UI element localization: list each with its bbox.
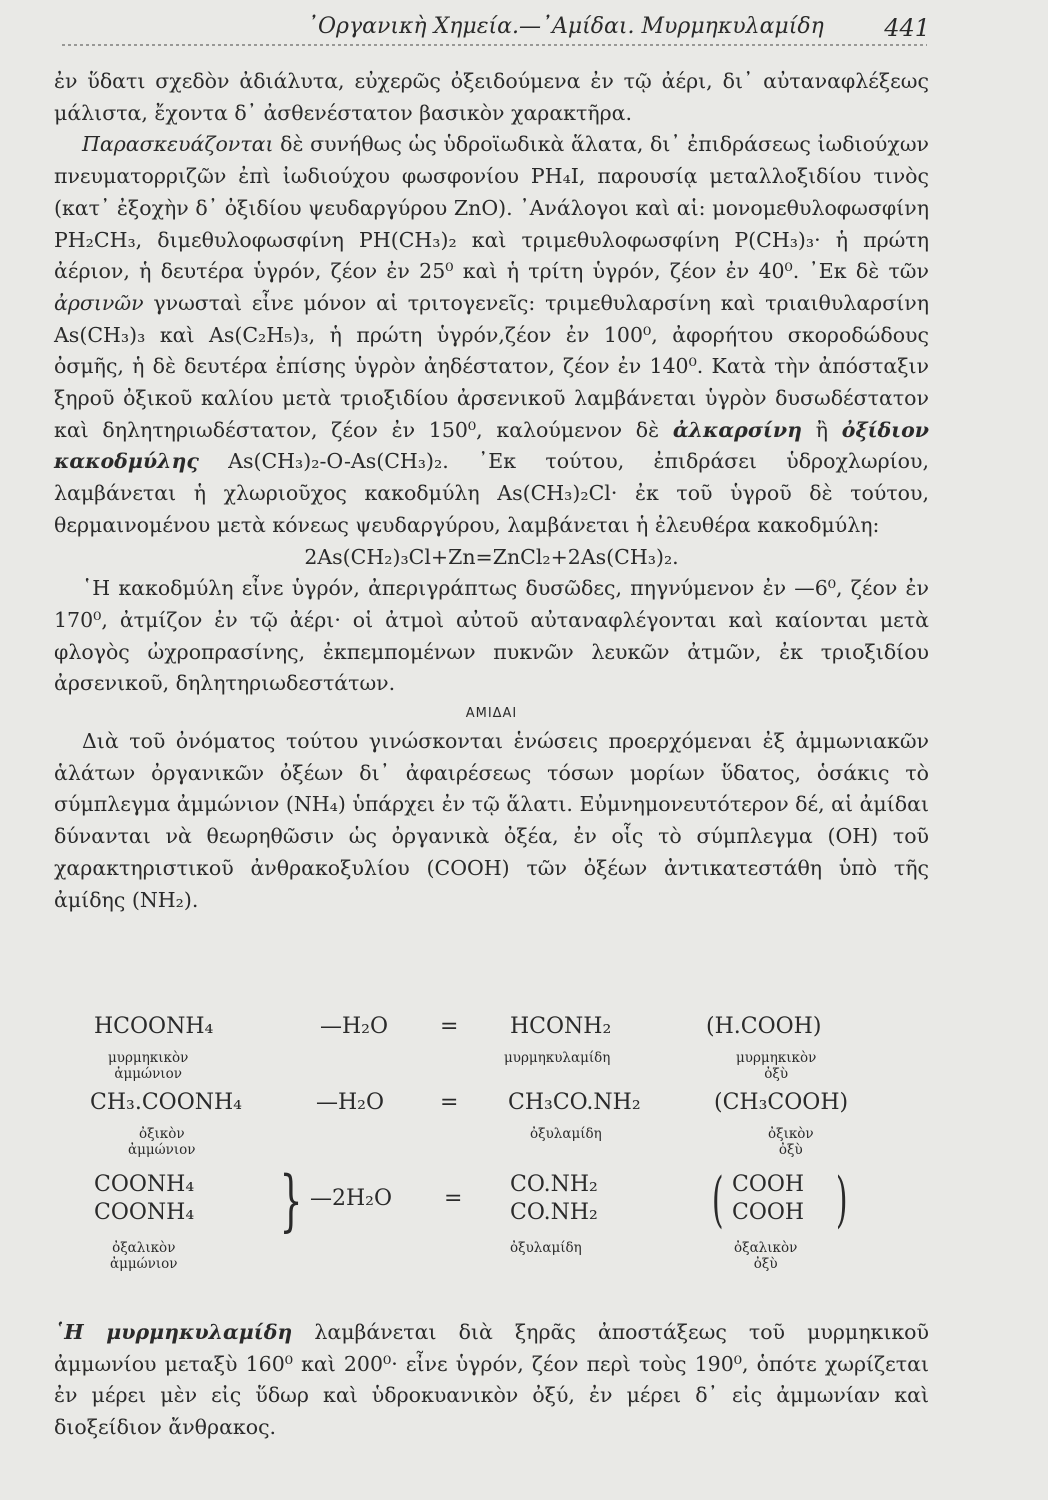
formula-r2-reactant: CH₃.COONH₄ <box>90 1090 242 1115</box>
brace-icon: } <box>279 1162 303 1239</box>
formula-r3-op: —2H₂O <box>310 1186 393 1211</box>
formula-r1-op: —H₂O <box>320 1014 389 1039</box>
formula-r1-eq: = <box>440 1014 459 1039</box>
formula-r2-eq: = <box>440 1090 459 1115</box>
paragraph-4: Διὰ τοῦ ὀνόματος τούτου γινώσκονται ἑνώσεις προερχόμεναι ἐξ ἀμμωνιακῶν ἁλάτων ὀργανικῶν ὀξέων δι᾿ ἀφαιρέσεως τόσων μορίων ὕδατος, ὁσάκις τὸ σύμπλεγμα ἀμμώνιον (NH₄) ὑπάρχει ἐν τῷ ἅλατι. Εὐμνημονευτότερον δέ, αἱ ἀμίδαι δύνανται νὰ θεωρηθῶσιν ὡς ὀργανικὰ ὀξέα, ἐν οἷς τὸ σύμπλεγμα (ΟΗ) τοῦ χαρακτηριστικοῦ ἀνθρακοξυλίου (COOH) τῶν ὀξέων ἀντικατεστάθη ὑπὸ τῆς ἀμίδης (NH₂). <box>54 729 929 912</box>
emphasis-term: ἀρσινῶν <box>54 290 144 315</box>
paragraph-2: Παρασκευάζονται δὲ συνήθως ὡς ὑδροϊωδικὰ ἅλατα, δι᾿ ἐπιδράσεως ἰωδιούχων πνευματορριζῶν ἐπὶ ἰωδιούχου φωσφονίου PH₄I, παρουσίᾳ μεταλλοξιδίου τινὸς (κατ᾿ ἐξοχὴν δ᾿ ὀξιδίου ψευδαργύρου ZnO). ᾿Ανάλογοι καὶ αἱ: μονομεθυλοφωσφίνη PH₂CH₃, διμεθυλοφωσφίνη PH(CH₃)₂ καὶ τριμεθυλοφωσφίνη P(CH₃)₃· ἡ πρώτη ἀέριον, ἡ δευτέρα ὑγρόν, ζέον ἐν 25⁰ καὶ ἡ τρίτη ὑγρόν, ζέον ἐν 40⁰. ᾿Εκ δὲ τῶν ἀρσινῶν γνωσταὶ εἶνε μόνον αἱ τριτογενεῖς: τριμεθυλαρσίνη καὶ τριαιθυλαρσίνη As(CH₃)₃ καὶ As(C₂H₅)₃, ἡ πρώτη ὑγρόν,ζέον ἐν 100⁰, ἀφορήτου σκοροδώδους ὀσμῆς, ἡ δὲ δευτέρα ἐπίσης ὑγρὸν ἀηδέστατον, ζέον ἐν 140⁰. Κατὰ τὴν ἀπόσταξιν ξηροῦ ὀξικοῦ καλίου μετὰ τριοξιδίου ἀρσενικοῦ λαμβάνεται ὑγρὸν δυσωδέστατον καὶ δηλητηριωδέστατον, ζέον ἐν 150⁰, καλούμενον δὲ ἀλκαρσίνη ἢ ὀξίδιον κακοδμύλης As(CH₃)₂-O-As(CH₃)₂. ᾿Εκ τούτου, ἐπιδράσει ὑδροχλωρίου, λαμβάνεται ἡ χλωριοῦχος κακοδμύλη As(CH₃)₂Cl· ἐκ τοῦ ὑγροῦ δὲ τούτου, θερμαινομένου μετὰ κόνεως ψευδαργύρου, λαμβάνεται ἡ ἐλευθέρα κακοδμύλη: <box>54 132 929 537</box>
formula-r2-op: —H₂O <box>316 1090 385 1115</box>
formula-r3-acid-2: COOH <box>732 1200 805 1225</box>
formula-r2-product: CH₃CO.NH₂ <box>508 1090 641 1115</box>
caption-r2-a: ὀξικὸν ἀμμώνιον <box>128 1126 196 1158</box>
paragraph-1: ἐν ὕδατι σχεδὸν ἀδιάλυτα, εὐχερῶς ὀξειδούμενα ἐν τῷ ἀέρι, δι᾿ αὐταναφλέξεως μάλιστα, ἔχοντα δ᾿ ἀσθενέστατον βασικὸν χαρακτῆρα. <box>54 69 929 125</box>
caption-r2-b: ὀξυλαμίδη <box>530 1126 602 1142</box>
formula-r1-acid: (H.COOH) <box>706 1014 822 1039</box>
emphasis-term: ῾Η μυρμηκυλαμίδη <box>54 1320 293 1344</box>
formula-r3-eq: = <box>444 1186 463 1211</box>
paragraph-final: ῾Η μυρμηκυλαμίδη λαμβάνεται διὰ ξηρᾶς ἀποστάξεως τοῦ μυρμηκικοῦ ἀμμωνίου μεταξὺ 160⁰ καὶ 200⁰· εἶνε ὑγρόν, ζέον περὶ τοὺς 190⁰, ὁπότε χωρίζεται ἐν μέρει μὲν εἰς ὕδωρ καὶ ὑδροκυανικὸν ὀξύ, ἐν μέρει δ᾿ εἰς ἀμμωνίαν καὶ διοξείδιον ἄνθρακος. <box>54 1320 929 1440</box>
emphasis-term: ἀλκαρσίνη <box>672 417 802 442</box>
caption-r1-c: μυρμηκικὸν ὀξὺ <box>736 1050 817 1082</box>
section-heading: ΑΜΙΔΑΙ <box>465 706 518 722</box>
caption-r3-b: ὀξυλαμίδη <box>510 1240 582 1256</box>
close-paren-icon: ) <box>835 1165 848 1235</box>
formula-r3-product-2: CO.NH₂ <box>510 1200 598 1225</box>
paragraph-3: ῾Η κακοδμύλη εἶνε ὑγρόν, ἀπεριγράπτως δυσῶδες, πηγνύμενον ἐν —6⁰, ζέον ἐν 170⁰, ἀτμίζον ἐν τῷ ἀέρι· οἱ ἀτμοὶ αὐτοῦ αὐταναφλέγονται καὶ καίονται μετὰ φλογὸς ὠχροπρασίνης, ἐκπεμπομένων πυκνῶν λευκῶν ἀτμῶν, ἐκ τριοξιδίου ἀρσενικοῦ, δηλητηριωδεστάτων. <box>54 576 929 696</box>
caption-r3-a: ὀξαλικὸν ἀμμώνιον <box>110 1240 178 1272</box>
page-number: 441 <box>884 14 930 42</box>
formula-r3-acid-1: COOH <box>732 1172 805 1197</box>
caption-r1-a: μυρμηκικὸν ἀμμώνιον <box>108 1050 189 1082</box>
formula-r3-reactant-2: COONH₄ <box>94 1200 195 1225</box>
header-rule <box>62 44 927 46</box>
equation: 2As(CH₂)₃Cl+Zn=ZnCl₂+2As(CH₃)₂. <box>304 544 679 569</box>
caption-r1-b: μυρμηκυλαμίδη <box>504 1050 611 1066</box>
emphasis-term: ὀξίδιον κακοδμύλης <box>54 417 929 474</box>
emphasis-term: Παρασκευάζονται <box>82 132 274 157</box>
formula-r3-product-1: CO.NH₂ <box>510 1172 598 1197</box>
running-title: ᾿Οργανικὴ Χημεία.—᾿Αμίδαι. Μυρμηκυλαμίδη <box>307 14 824 39</box>
caption-r3-c: ὀξαλικὸν ὀξὺ <box>734 1240 798 1272</box>
caption-r2-c: ὀξικὸν ὀξὺ <box>768 1126 814 1158</box>
formula-r1-product: HCONH₂ <box>510 1014 612 1039</box>
formula-r3-reactant-1: COONH₄ <box>94 1172 195 1197</box>
open-paren-icon: ( <box>711 1165 724 1235</box>
formula-r1-reactant: HCOONH₄ <box>94 1014 214 1039</box>
body-text <box>54 66 929 916</box>
formula-r2-acid: (CH₃COOH) <box>714 1090 849 1115</box>
running-header <box>82 14 942 46</box>
